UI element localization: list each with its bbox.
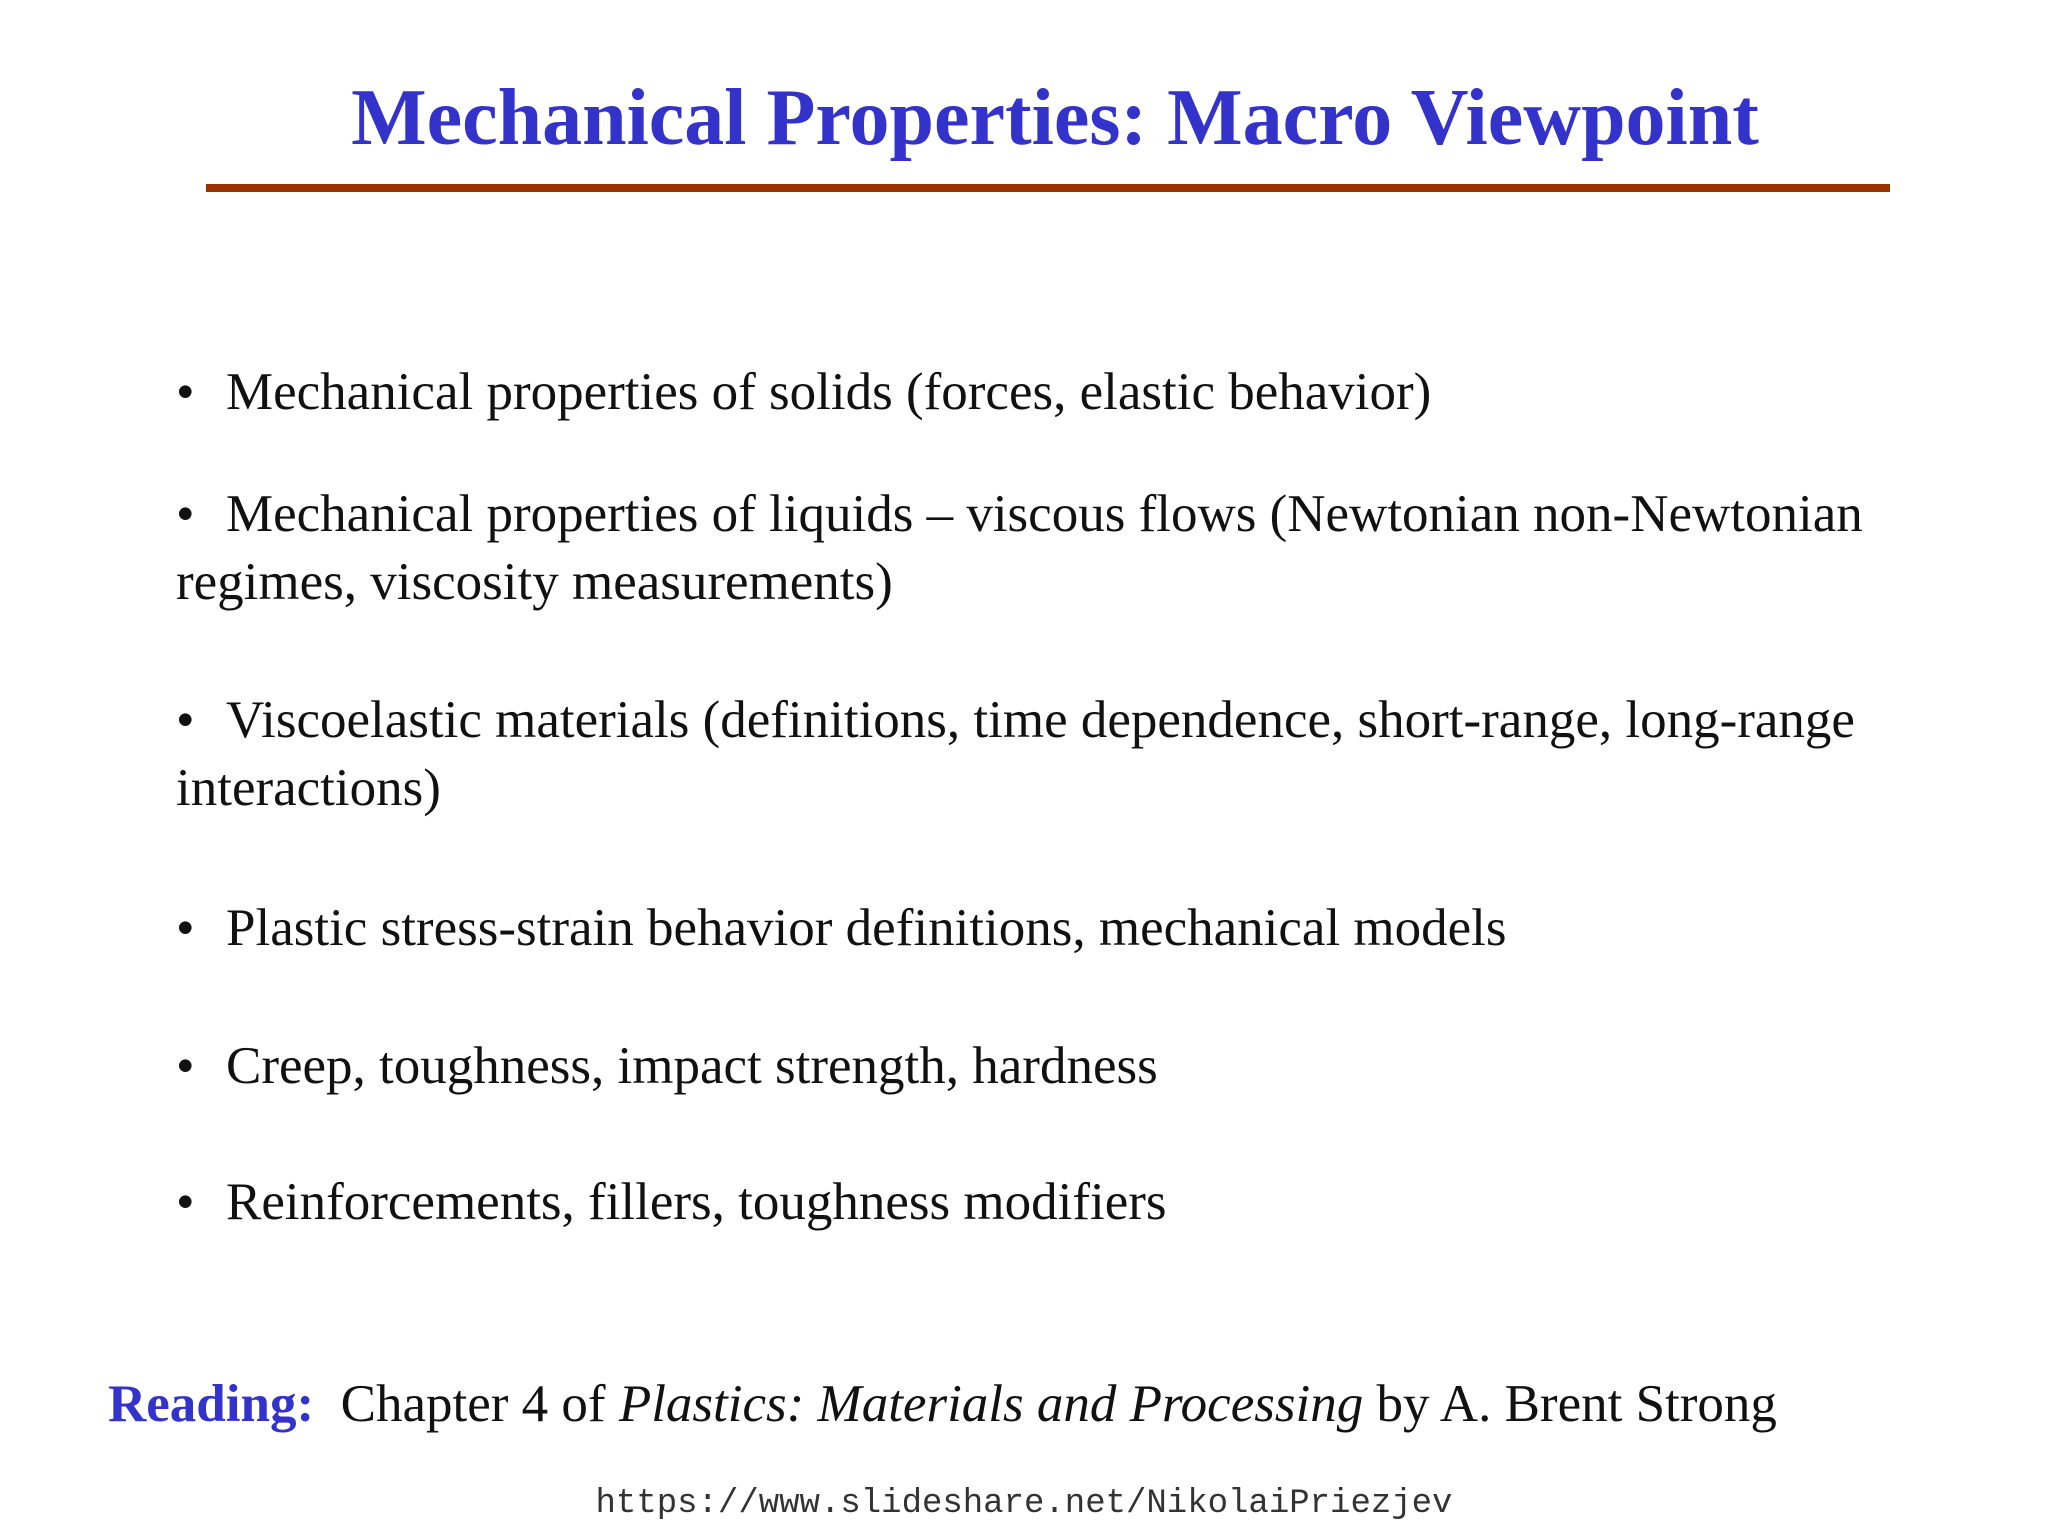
bullet-item <box>176 894 1896 962</box>
source-url: https://www.slideshare.net/NikolaiPriezjev <box>595 1485 1453 1523</box>
bullet-dot: • <box>176 363 195 421</box>
reading-reference <box>108 1370 1988 1438</box>
title-underline-rule <box>206 184 1890 192</box>
bullet-item <box>176 480 1896 616</box>
bullet-item <box>176 358 1896 426</box>
bullet-dot: • <box>176 1037 195 1095</box>
reading-suffix: by A. Brent Strong <box>1376 1375 1777 1433</box>
slide-title: Mechanical Properties: Macro Viewpoint <box>351 74 1759 162</box>
bullet-text: Mechanical properties of solids (forces, elastic behavior) <box>226 363 1432 421</box>
bullet-dot: • <box>176 1173 195 1231</box>
bullet-text: Plastic stress-strain behavior definitions, mechanical models <box>226 899 1507 957</box>
bullet-text: Creep, toughness, impact strength, hardness <box>226 1037 1158 1095</box>
bullet-dot: • <box>176 691 195 749</box>
reading-book-title: Plastics: Materials and Processing <box>618 1375 1364 1433</box>
bullet-dot: • <box>176 485 195 543</box>
reading-prefix: Chapter 4 of <box>340 1375 606 1433</box>
reading-label: Reading: <box>108 1375 315 1433</box>
bullet-item <box>176 686 1896 822</box>
bullet-text: Reinforcements, fillers, toughness modifiers <box>226 1173 1167 1231</box>
bullet-dot: • <box>176 899 195 957</box>
bullet-item <box>176 1168 1896 1236</box>
bullet-text: Mechanical properties of liquids – viscous flows (Newtonian non-Newtonian regimes, viscosity measurements) <box>176 485 1863 611</box>
bullet-text: Viscoelastic materials (definitions, time dependence, short-range, long-range interactions) <box>176 691 1855 817</box>
bullet-item <box>176 1032 1896 1100</box>
